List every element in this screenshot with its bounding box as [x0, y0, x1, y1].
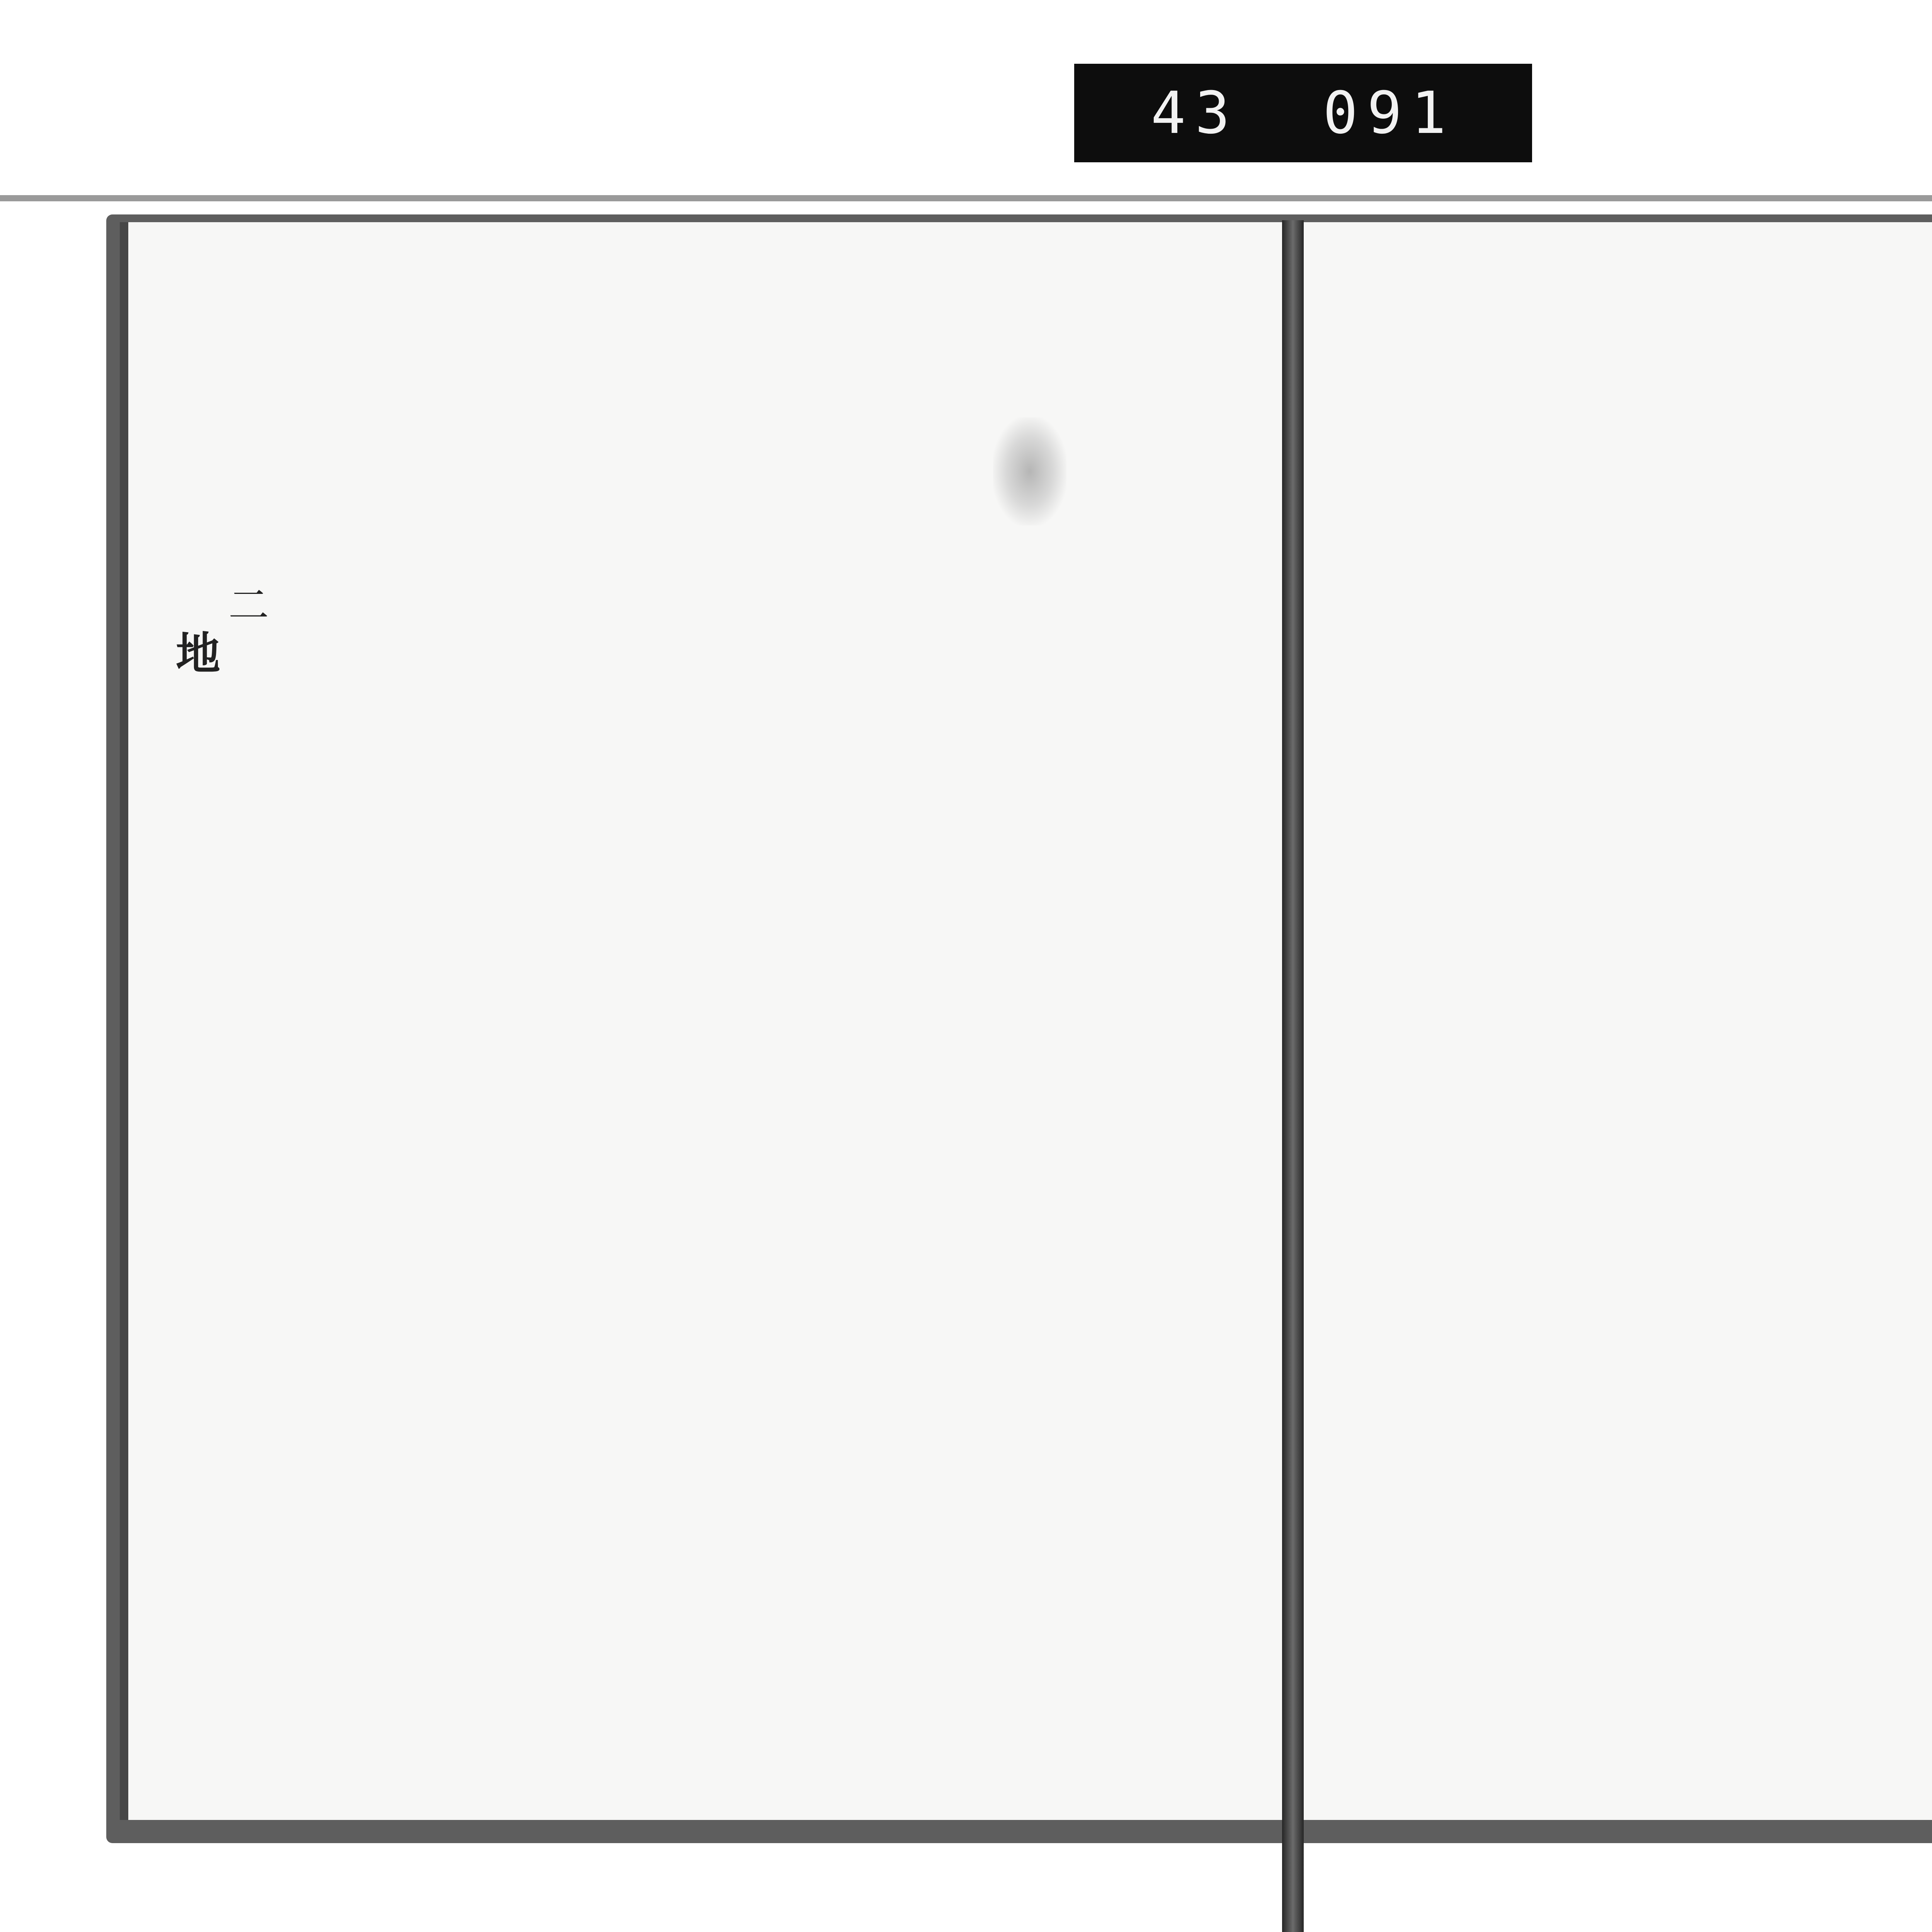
paper-stain — [993, 417, 1066, 526]
right-page — [1302, 222, 1932, 1820]
left-page — [120, 222, 1291, 1820]
book-gutter — [1282, 220, 1304, 1932]
microfilm-frame-label — [1074, 64, 1532, 162]
film-edge-line — [0, 195, 1932, 201]
page-number: 二 — [222, 583, 269, 624]
section-label: 地 — [168, 630, 220, 674]
reel-number: 43 — [1151, 79, 1239, 147]
frame-number: 091 — [1323, 79, 1456, 147]
